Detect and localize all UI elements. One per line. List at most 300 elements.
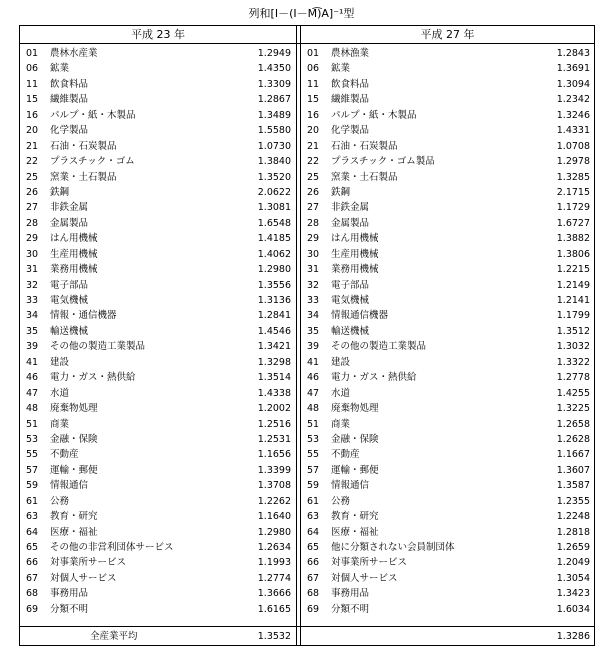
coefficient-value: 1.4185 [257, 233, 291, 245]
industry-name: その他の製造工業製品 [331, 341, 427, 353]
coefficient-value: 1.2516 [257, 418, 291, 430]
industry-name: プラスチック・ゴム [50, 156, 135, 168]
coefficient-value: 1.3225 [556, 403, 590, 415]
industry-code: 68 [26, 588, 39, 600]
industry-code: 69 [26, 603, 39, 615]
industry-code: 11 [307, 78, 320, 90]
table-row [301, 339, 594, 354]
industry-name: 情報通信 [331, 480, 370, 492]
industry-name: 電力・ガス・熱供給 [331, 372, 417, 384]
industry-code: 53 [26, 433, 39, 445]
coefficient-value: 1.3081 [257, 202, 291, 214]
table-row [301, 200, 594, 215]
table-row [301, 278, 594, 293]
industry-code: 25 [307, 171, 320, 183]
industry-name: 繊維製品 [50, 94, 89, 106]
coefficient-value: 1.3806 [556, 248, 590, 260]
industry-code: 28 [307, 217, 320, 229]
table-row [20, 463, 296, 478]
industry-code: 65 [26, 542, 39, 553]
industry-name: 対事業所サービス [331, 557, 408, 569]
industry-code: 55 [26, 449, 39, 461]
table-row [20, 478, 296, 493]
industry-code: 46 [307, 372, 320, 384]
coefficient-value: 2.0622 [257, 186, 291, 198]
industry-code: 11 [26, 78, 39, 90]
industry-name: 石油・石炭製品 [50, 140, 117, 152]
industry-name: 商業 [331, 418, 351, 430]
coefficient-value: 1.4255 [556, 387, 590, 399]
table-row [301, 154, 594, 169]
industry-code: 35 [26, 325, 39, 337]
industry-code: 30 [26, 248, 39, 260]
table-row [301, 386, 594, 401]
coefficient-value: 1.1656 [257, 449, 291, 461]
table-row [301, 525, 594, 540]
table-row [301, 185, 594, 200]
table-row [301, 293, 594, 308]
industry-name: 業務用機械 [50, 264, 98, 276]
industry-name: はん用機械 [50, 233, 98, 245]
table-row [301, 602, 594, 617]
table-row [301, 216, 594, 231]
coefficient-value: 1.2141 [556, 295, 590, 306]
industry-code: 30 [307, 248, 320, 260]
industry-name: 事務用品 [50, 588, 89, 600]
coefficient-value: 1.3421 [257, 341, 291, 353]
industry-code: 06 [26, 63, 39, 75]
all-industry-average-h23: 1.3532 [257, 631, 291, 642]
industry-code: 63 [26, 511, 39, 523]
coefficient-value: 1.2659 [556, 542, 590, 553]
coefficient-value: 1.1729 [556, 202, 590, 214]
industry-name: 建設 [331, 356, 351, 368]
industry-code: 34 [26, 310, 39, 322]
industry-code: 41 [26, 356, 39, 368]
coefficient-value: 1.3054 [556, 572, 590, 584]
industry-name: 教育・研究 [50, 511, 98, 523]
industry-name: 事務用品 [331, 588, 370, 600]
table-row [20, 386, 296, 401]
table-row [20, 324, 296, 339]
industry-name: 非鉄金属 [331, 202, 370, 214]
industry-code: 48 [26, 403, 39, 415]
industry-name: 建設 [50, 356, 70, 368]
industry-code: 57 [307, 464, 320, 476]
coefficient-value: 2.1715 [556, 186, 590, 198]
coefficient-value: 1.3136 [257, 295, 291, 306]
coefficient-value: 1.3489 [257, 109, 291, 121]
table-row [20, 586, 296, 601]
industry-name: 金属製品 [50, 217, 89, 229]
industry-code: 34 [307, 310, 320, 322]
industry-name: 情報・通信機器 [50, 310, 117, 322]
industry-code: 22 [26, 156, 39, 168]
industry-code: 66 [26, 557, 39, 569]
coefficient-value: 1.2355 [556, 495, 590, 507]
table-row [301, 77, 594, 92]
industry-name: 窯業・土石製品 [50, 171, 117, 183]
industry-name: 金融・保険 [331, 433, 379, 445]
table-row [301, 540, 594, 555]
header-h27: 平成 27 年 [420, 28, 475, 41]
industry-code: 32 [26, 279, 39, 291]
industry-name: 医療・福祉 [331, 526, 379, 538]
industry-name: 情報通信機器 [331, 310, 389, 322]
industry-code: 20 [26, 125, 39, 137]
industry-code: 39 [26, 341, 39, 353]
industry-name: その他の非営利団体サービス [50, 542, 174, 553]
table-row [301, 417, 594, 432]
table-row [20, 355, 296, 370]
industry-name: 輸送機械 [331, 325, 370, 337]
industry-name: 分類不明 [331, 603, 370, 615]
coefficient-value: 1.2628 [556, 433, 590, 445]
industry-name: 電気機械 [50, 295, 89, 306]
coefficient-value: 1.1799 [556, 310, 590, 322]
industry-name: 対事業所サービス [50, 557, 127, 569]
industry-name: 分類不明 [50, 603, 89, 615]
coefficient-value: 1.3032 [556, 341, 590, 353]
coefficient-value: 1.2843 [556, 48, 590, 59]
industry-code: 27 [26, 202, 39, 214]
coefficient-value: 1.3512 [556, 325, 590, 337]
industry-code: 47 [307, 387, 320, 399]
industry-code: 68 [307, 588, 320, 600]
table-row [301, 61, 594, 76]
table-row [20, 139, 296, 154]
industry-code: 48 [307, 403, 320, 415]
industry-name: 化学製品 [331, 125, 370, 137]
table-row [20, 185, 296, 200]
industry-name: 飲食料品 [331, 78, 370, 90]
industry-name: 鉄鋼 [331, 186, 351, 198]
industry-code: 31 [26, 264, 39, 276]
table-row [20, 123, 296, 138]
table-row [20, 571, 296, 586]
table-row [301, 247, 594, 262]
table-row [20, 401, 296, 416]
coefficient-value: 1.3399 [257, 464, 291, 476]
table-row [20, 154, 296, 169]
table-row [301, 355, 594, 370]
coefficient-value: 1.2215 [556, 264, 590, 276]
industry-name: 公務 [331, 495, 351, 507]
coefficient-value: 1.3423 [556, 588, 590, 600]
industry-name: 電子部品 [331, 279, 370, 291]
industry-name: 廃棄物処理 [331, 403, 379, 415]
industry-code: 25 [26, 171, 39, 183]
industry-code: 65 [307, 542, 320, 553]
coefficient-value: 1.2778 [556, 372, 590, 384]
industry-name: 廃棄物処理 [50, 403, 98, 415]
table-row [301, 46, 594, 61]
table-row [20, 602, 296, 617]
table-row [20, 278, 296, 293]
column-divider [296, 26, 297, 645]
industry-code: 64 [26, 526, 39, 538]
coefficient-value: 1.2818 [556, 526, 590, 538]
coefficient-value: 1.2841 [257, 310, 291, 322]
table-row [20, 509, 296, 524]
table-row [20, 447, 296, 462]
industry-name: その他の製造工業製品 [50, 341, 146, 353]
industry-code: 55 [307, 449, 320, 461]
column-h27 [301, 46, 594, 626]
table-row [301, 108, 594, 123]
industry-code: 15 [307, 94, 320, 106]
industry-name: 金融・保険 [50, 433, 98, 445]
industry-name: 生産用機械 [50, 248, 98, 260]
table-row [301, 123, 594, 138]
industry-code: 01 [307, 48, 320, 59]
table-row [20, 540, 296, 555]
industry-code: 39 [307, 341, 320, 353]
coefficient-value: 1.3607 [556, 464, 590, 476]
table-row [20, 308, 296, 323]
industry-name: 化学製品 [50, 125, 89, 137]
coefficient-value: 1.3246 [556, 109, 590, 121]
table-row [20, 216, 296, 231]
industry-code: 61 [26, 495, 39, 507]
coefficient-value: 1.4338 [257, 387, 291, 399]
table-row [20, 555, 296, 570]
industry-code: 27 [307, 202, 320, 214]
table-row [301, 478, 594, 493]
industry-code: 51 [26, 418, 39, 430]
table-row [20, 432, 296, 447]
industry-code: 67 [26, 572, 39, 584]
industry-name: 公務 [50, 495, 70, 507]
coefficient-value: 1.3322 [556, 356, 590, 368]
table-row [20, 77, 296, 92]
table-row [20, 108, 296, 123]
coefficient-value: 1.3587 [556, 480, 590, 492]
coefficient-value: 1.1667 [556, 449, 590, 461]
industry-name: 非鉄金属 [50, 202, 89, 214]
coefficient-value: 1.2002 [257, 403, 291, 415]
coefficient-value: 1.3298 [257, 356, 291, 368]
coefficient-value: 1.1640 [257, 511, 291, 523]
industry-code: 16 [26, 109, 39, 121]
industry-code: 67 [307, 572, 320, 584]
coefficient-value: 1.2531 [257, 433, 291, 445]
table-row [20, 525, 296, 540]
industry-code: 53 [307, 433, 320, 445]
coefficient-value: 1.4331 [556, 125, 590, 137]
table-row [301, 262, 594, 277]
industry-name: 鉄鋼 [50, 186, 70, 198]
table-row [20, 247, 296, 262]
coefficient-value: 1.4546 [257, 325, 291, 337]
coefficient-value: 1.2980 [257, 526, 291, 538]
table-row [301, 170, 594, 185]
industry-code: 41 [307, 356, 320, 368]
table-row [20, 293, 296, 308]
coefficient-value: 1.5580 [257, 125, 291, 137]
coefficient-value: 1.6165 [257, 603, 291, 615]
table-row [301, 494, 594, 509]
inverse-matrix-table [19, 25, 595, 646]
industry-code: 51 [307, 418, 320, 430]
industry-code: 31 [307, 264, 320, 276]
coefficient-value: 1.3285 [556, 171, 590, 183]
industry-code: 46 [26, 372, 39, 384]
industry-name: 不動産 [50, 449, 79, 461]
coefficient-value: 1.0730 [257, 140, 291, 152]
table-row [301, 139, 594, 154]
industry-code: 59 [26, 480, 39, 492]
table-row [301, 586, 594, 601]
industry-code: 59 [307, 480, 320, 492]
table-row [20, 494, 296, 509]
industry-name: 運輸・郵便 [331, 464, 379, 476]
coefficient-value: 1.3666 [257, 588, 291, 600]
coefficient-value: 1.3708 [257, 480, 291, 492]
industry-code: 69 [307, 603, 320, 615]
table-row [20, 200, 296, 215]
coefficient-value: 1.3514 [257, 372, 291, 384]
coefficient-value: 1.4350 [257, 63, 291, 75]
coefficient-value: 1.2149 [556, 279, 590, 291]
table-row [20, 92, 296, 107]
header-rule [20, 43, 594, 44]
coefficient-value: 1.3309 [257, 78, 291, 90]
industry-code: 33 [26, 295, 39, 306]
industry-name: 教育・研究 [331, 511, 379, 523]
table-row [301, 571, 594, 586]
header-h23: 平成 23 年 [131, 28, 185, 41]
coefficient-value: 1.2634 [257, 542, 291, 553]
industry-code: 35 [307, 325, 320, 337]
industry-name: 商業 [50, 418, 70, 430]
industry-name: 不動産 [331, 449, 360, 461]
coefficient-value: 1.2774 [257, 572, 291, 584]
coefficient-value: 1.6727 [556, 217, 590, 229]
coefficient-value: 1.0708 [556, 140, 590, 152]
coefficient-value: 1.3556 [257, 279, 291, 291]
industry-name: パルプ・紙・木製品 [331, 109, 417, 121]
column-h23 [20, 46, 296, 626]
table-row [20, 417, 296, 432]
industry-name: 飲食料品 [50, 78, 89, 90]
industry-code: 26 [26, 186, 39, 198]
industry-code: 57 [26, 464, 39, 476]
table-row [301, 370, 594, 385]
coefficient-value: 1.3094 [556, 78, 590, 90]
industry-name: 業務用機械 [331, 264, 379, 276]
industry-code: 61 [307, 495, 320, 507]
industry-name: 繊維製品 [331, 94, 370, 106]
coefficient-value: 1.2658 [556, 418, 590, 430]
industry-code: 21 [307, 140, 320, 152]
industry-code: 47 [26, 387, 39, 399]
coefficient-value: 1.2262 [257, 495, 291, 507]
table-row [301, 324, 594, 339]
table-row [301, 463, 594, 478]
coefficient-value: 1.3691 [556, 63, 590, 75]
industry-name: 対個人サービス [331, 572, 398, 584]
industry-name: プラスチック・ゴム製品 [331, 156, 435, 168]
industry-code: 33 [307, 295, 320, 306]
industry-name: 運輸・郵便 [50, 464, 98, 476]
industry-name: 情報通信 [50, 480, 89, 492]
all-industry-average-label: 全産業平均 [90, 631, 138, 642]
table-row [301, 308, 594, 323]
industry-name: 金属製品 [331, 217, 370, 229]
industry-code: 29 [26, 233, 39, 245]
table-row [301, 555, 594, 570]
industry-name: 農林漁業 [331, 48, 370, 59]
coefficient-value: 1.2867 [257, 94, 291, 106]
industry-code: 20 [307, 125, 320, 137]
industry-code: 64 [307, 526, 320, 538]
coefficient-value: 1.3882 [556, 233, 590, 245]
table-row [20, 61, 296, 76]
table-title: 列和[I－(I－M͡)A]⁻¹型 [248, 7, 355, 20]
industry-code: 32 [307, 279, 320, 291]
industry-name: 輸送機械 [50, 325, 89, 337]
industry-code: 21 [26, 140, 39, 152]
coefficient-value: 1.3840 [257, 156, 291, 168]
industry-name: 水道 [50, 387, 70, 399]
industry-code: 01 [26, 48, 39, 59]
coefficient-value: 1.4062 [257, 248, 291, 260]
industry-code: 66 [307, 557, 320, 569]
coefficient-value: 1.1993 [257, 557, 291, 569]
coefficient-value: 1.2248 [556, 511, 590, 523]
table-row [20, 262, 296, 277]
table-row [20, 231, 296, 246]
table-row [20, 370, 296, 385]
coefficient-value: 1.2049 [556, 557, 590, 569]
industry-name: 電気機械 [331, 295, 370, 306]
industry-code: 26 [307, 186, 320, 198]
industry-name: 電力・ガス・熱供給 [50, 372, 136, 384]
table-row [301, 509, 594, 524]
coefficient-value: 1.2949 [257, 48, 291, 59]
coefficient-value: 1.2342 [556, 94, 590, 106]
coefficient-value: 1.2978 [556, 156, 590, 168]
all-industry-average-h27: 1.3286 [556, 631, 590, 642]
industry-name: 水道 [331, 387, 351, 399]
coefficient-value: 1.3520 [257, 171, 291, 183]
industry-name: 医療・福祉 [50, 526, 98, 538]
industry-code: 22 [307, 156, 320, 168]
industry-name: パルプ・紙・木製品 [50, 109, 136, 121]
industry-code: 29 [307, 233, 320, 245]
industry-name: 農林水産業 [50, 48, 98, 59]
industry-code: 28 [26, 217, 39, 229]
table-row [301, 401, 594, 416]
table-row [20, 46, 296, 61]
industry-code: 15 [26, 94, 39, 106]
industry-name: 対個人サービス [50, 572, 117, 584]
industry-code: 16 [307, 109, 320, 121]
industry-name: 鉱業 [50, 63, 70, 75]
industry-code: 63 [307, 511, 320, 523]
table-row [301, 432, 594, 447]
industry-name: 電子部品 [50, 279, 89, 291]
industry-name: 窯業・土石製品 [331, 171, 398, 183]
table-row [301, 92, 594, 107]
table-row [301, 447, 594, 462]
industry-name: 石油・石炭製品 [331, 140, 398, 152]
coefficient-value: 1.6548 [257, 217, 291, 229]
industry-name: 生産用機械 [331, 248, 379, 260]
footer-h27 [301, 627, 594, 646]
coefficient-value: 1.6034 [556, 603, 590, 615]
